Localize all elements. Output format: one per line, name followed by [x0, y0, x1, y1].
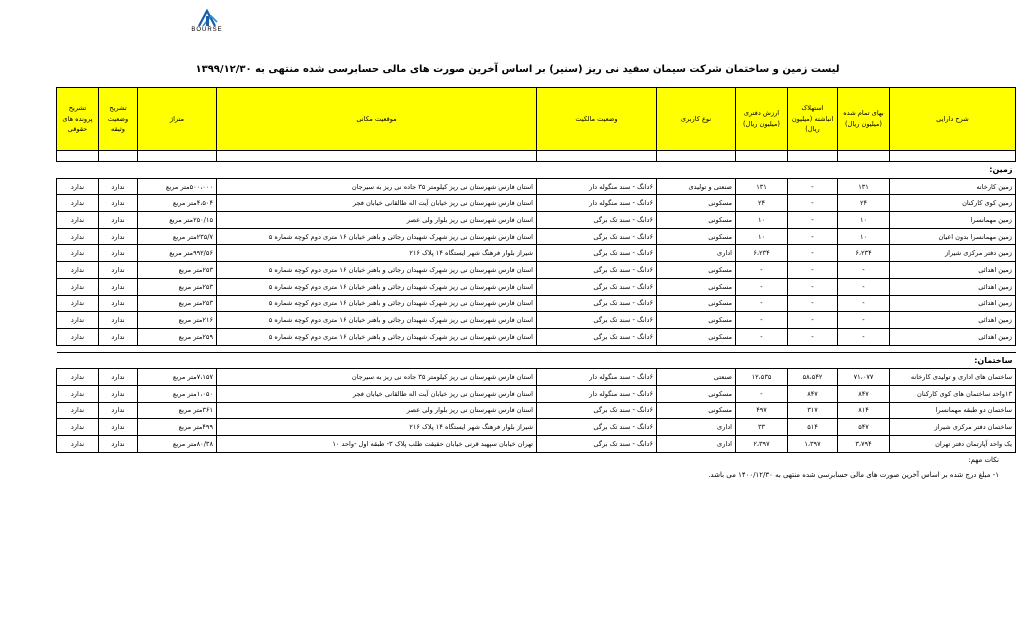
header-usage: نوع کاربری	[657, 88, 736, 151]
page-title: لیست زمین و ساختمان شرکت سیمان سفید نی ریز (سنیر) بر اساس آخرین صورت های مالی حسابرسی شده منتهی به ۱۳۹۹/۱۲/۳۰	[195, 64, 840, 75]
table-row	[57, 436, 1016, 453]
note-item: ۱- مبلغ درج شده بر اساس آخرین صورت های مالی حسابرسی شده منتهی به ۱۴۰۰/۱۲/۳۰ می باشد.	[708, 471, 999, 479]
cell-dep: -	[788, 178, 838, 195]
cell-loc: استان فارس شهرستان نی ریز شهرک شهیدان رجائی و باهنر خیابان ۱۶ متری دوم کوچه شماره ۵	[217, 228, 537, 245]
section-land	[57, 162, 1016, 179]
cell-book: ۱۰	[736, 212, 788, 229]
cell-dep: -	[788, 212, 838, 229]
cell-deed: ندارد	[99, 436, 138, 453]
cell-deed: ندارد	[99, 195, 138, 212]
cell-cost: ۳،۷۹۴	[838, 436, 890, 453]
table-row	[57, 262, 1016, 279]
cell-book: -	[736, 312, 788, 329]
cell-asset: زمین کارخانه	[890, 178, 1016, 195]
cell-own: ۶دانگ - سند تک برگی	[537, 295, 657, 312]
cell-dep: ۵۸،۵۴۲	[788, 369, 838, 386]
cell-usage: مسکونی	[657, 195, 736, 212]
cell-usage: اداری	[657, 436, 736, 453]
header-asset: شرح دارایی	[890, 88, 1016, 151]
cell-legal: ندارد	[57, 328, 99, 345]
cell-dep: -	[788, 245, 838, 262]
cell-dep: -	[788, 228, 838, 245]
cell-cost: ۷۱،۰۷۷	[838, 369, 890, 386]
cell-deed: ندارد	[99, 212, 138, 229]
cell-legal: ندارد	[57, 402, 99, 419]
cell-own: ۶دانگ - سند تک برگی	[537, 419, 657, 436]
asset-table	[56, 87, 1016, 453]
cell-asset: زمین اهدائی	[890, 262, 1016, 279]
cell-loc: استان فارس شهرستان نی ریز شهرک شهیدان رجائی و باهنر خیابان ۱۶ متری دوم کوچه شماره ۵	[217, 328, 537, 345]
cell-cost: ۵۴۷	[838, 419, 890, 436]
cell-area: ۲۵۳متر مربع	[138, 262, 217, 279]
cell-book: ۳۳	[736, 419, 788, 436]
cell-loc: استان فارس شهرستان نی ریز کیلومتر ۳۵ جاده نی ریز به سیرجان	[217, 369, 537, 386]
cell-cost: -	[838, 278, 890, 295]
header-book-value: ارزش دفتری (میلیون ریال)	[736, 88, 788, 151]
cell-own: ۶دانگ - سند منگوله دار	[537, 178, 657, 195]
cell-deed: ندارد	[99, 369, 138, 386]
cell-asset: زمین کوی کارکنان	[890, 195, 1016, 212]
cell-cost: ۸۱۴	[838, 402, 890, 419]
table-row	[57, 212, 1016, 229]
table-row	[57, 402, 1016, 419]
section-buildings	[57, 352, 1016, 369]
cell-asset: زمین اهدائی	[890, 278, 1016, 295]
cell-usage: صنعتی	[657, 369, 736, 386]
section-spacer	[57, 345, 1016, 352]
cell-area: ۸۰/۳۸متر مربع	[138, 436, 217, 453]
cell-dep: -	[788, 328, 838, 345]
cell-usage: مسکونی	[657, 312, 736, 329]
cell-dep: -	[788, 278, 838, 295]
cell-loc: شیراز بلوار فرهنگ شهر ایستگاه ۱۴ پلاک ۲۱۶	[217, 245, 537, 262]
cell-dep: ۳۱۷	[788, 402, 838, 419]
cell-usage: مسکونی	[657, 402, 736, 419]
header-area: متراژ	[138, 88, 217, 151]
cell-own: ۶دانگ - سند منگوله دار	[537, 385, 657, 402]
cell-asset: ساختمان دو طبقه مهمانسرا	[890, 402, 1016, 419]
cell-cost: ۱۳۱	[838, 178, 890, 195]
cell-area: ۲۵۰/۱۵متر مربع	[138, 212, 217, 229]
cell-asset: زمین مهمانسرا بدون اعیان	[890, 228, 1016, 245]
cell-book: -	[736, 295, 788, 312]
cell-book: ۱۰	[736, 228, 788, 245]
cell-usage: اداری	[657, 245, 736, 262]
cell-own: ۶دانگ - سند تک برگی	[537, 328, 657, 345]
cell-legal: ندارد	[57, 312, 99, 329]
cell-own: ۶دانگ - سند تک برگی	[537, 312, 657, 329]
cell-legal: ندارد	[57, 419, 99, 436]
cell-book: ۱۳۱	[736, 178, 788, 195]
cell-own: ۶دانگ - سند تک برگی	[537, 262, 657, 279]
cell-own: ۶دانگ - سند منگوله دار	[537, 369, 657, 386]
table-row	[57, 419, 1016, 436]
bourse-logo	[182, 8, 232, 40]
table-row	[57, 228, 1016, 245]
cell-area: ۲۱۶متر مربع	[138, 312, 217, 329]
cell-legal: ندارد	[57, 262, 99, 279]
cell-own: ۶دانگ - سند تک برگی	[537, 436, 657, 453]
cell-asset: زمین اهدائی	[890, 328, 1016, 345]
cell-dep: -	[788, 262, 838, 279]
table-row	[57, 245, 1016, 262]
cell-own: ۶دانگ - سند تک برگی	[537, 212, 657, 229]
table-row	[57, 295, 1016, 312]
cell-area: ۲۵۳متر مربع	[138, 295, 217, 312]
cell-area: ۲۵۹متر مربع	[138, 328, 217, 345]
cell-loc: استان فارس شهرستان نی ریز بلوار ولی عصر	[217, 402, 537, 419]
cell-cost: ۱۰	[838, 228, 890, 245]
cell-loc: استان فارس شهرستان نی ریز کیلومتر ۳۵ جاده نی ریز به سیرجان	[217, 178, 537, 195]
header-legal: تشریح پرونده های حقوقی	[57, 88, 99, 151]
cell-book: -	[736, 385, 788, 402]
cell-loc: تهران خیابان سپهبد قرنی خیابان حقیقت طلب پلاک ۳- طبقه اول -واحد ۱۰	[217, 436, 537, 453]
cell-legal: ندارد	[57, 228, 99, 245]
cell-dep: ۸۴۷	[788, 385, 838, 402]
cell-legal: ندارد	[57, 295, 99, 312]
cell-legal: ندارد	[57, 245, 99, 262]
table-row	[57, 328, 1016, 345]
cell-book: -	[736, 262, 788, 279]
cell-asset: ساختمان های اداری و تولیدی کارخانه	[890, 369, 1016, 386]
cell-asset: زمین اهدائی	[890, 312, 1016, 329]
table-row	[57, 312, 1016, 329]
cell-loc: استان فارس شهرستان نی ریز شهرک شهیدان رجائی و باهنر خیابان ۱۶ متری دوم کوچه شماره ۵	[217, 278, 537, 295]
cell-usage: مسکونی	[657, 212, 736, 229]
cell-book: ۴۹۷	[736, 402, 788, 419]
notes-heading: نکات مهم:	[968, 456, 999, 464]
cell-own: ۶دانگ - سند تک برگی	[537, 278, 657, 295]
cell-deed: ندارد	[99, 419, 138, 436]
cell-dep: ۵۱۴	[788, 419, 838, 436]
cell-area: ۴۹۹متر مربع	[138, 419, 217, 436]
table-row	[57, 278, 1016, 295]
cell-deed: ندارد	[99, 178, 138, 195]
cell-deed: ندارد	[99, 402, 138, 419]
header-cost: بهای تمام شده (میلیون ریال)	[838, 88, 890, 151]
cell-book: ۶،۲۳۴	[736, 245, 788, 262]
table-row	[57, 195, 1016, 212]
cell-own: ۶دانگ - سند منگوله دار	[537, 195, 657, 212]
empty-row	[57, 151, 1016, 162]
cell-area: ۱،۰۵۰متر مربع	[138, 385, 217, 402]
cell-asset: زمین دفتر مرکزی شیراز	[890, 245, 1016, 262]
notes	[708, 456, 999, 486]
cell-area: ۹۹۲/۵۶متر مربع	[138, 245, 217, 262]
section-land-label: زمین:	[57, 162, 1016, 179]
cell-cost: -	[838, 328, 890, 345]
cell-deed: ندارد	[99, 328, 138, 345]
cell-area: ۴،۵۰۴متر مربع	[138, 195, 217, 212]
cell-asset: یک واحد آپارتمان دفتر تهران	[890, 436, 1016, 453]
cell-usage: مسکونی	[657, 262, 736, 279]
cell-book: ۱۲،۵۳۵	[736, 369, 788, 386]
cell-legal: ندارد	[57, 278, 99, 295]
header-depreciation: استهلاک انباشته (میلیون ریال)	[788, 88, 838, 151]
cell-asset: زمین اهدائی	[890, 295, 1016, 312]
cell-own: ۶دانگ - سند تک برگی	[537, 245, 657, 262]
cell-deed: ندارد	[99, 245, 138, 262]
cell-loc: استان فارس شهرستان نی ریز بلوار ولی عصر	[217, 212, 537, 229]
cell-asset: زمین مهمانسرا	[890, 212, 1016, 229]
cell-loc: استان فارس شهرستان نی ریز خیابان آیت اله طالقانی خیابان فجر	[217, 195, 537, 212]
cell-cost: ۱۰	[838, 212, 890, 229]
cell-usage: مسکونی	[657, 328, 736, 345]
cell-usage: صنعتی و تولیدی	[657, 178, 736, 195]
cell-legal: ندارد	[57, 369, 99, 386]
cell-usage: مسکونی	[657, 385, 736, 402]
cell-dep: ۱،۳۹۷	[788, 436, 838, 453]
table-row	[57, 385, 1016, 402]
cell-area: ۲۳۵/۷متر مربع	[138, 228, 217, 245]
cell-legal: ندارد	[57, 195, 99, 212]
cell-deed: ندارد	[99, 262, 138, 279]
cell-deed: ندارد	[99, 385, 138, 402]
cell-usage: مسکونی	[657, 228, 736, 245]
cell-book: ۲۴	[736, 195, 788, 212]
cell-cost: ۲۴	[838, 195, 890, 212]
cell-dep: -	[788, 312, 838, 329]
cell-book: ۲،۳۹۷	[736, 436, 788, 453]
cell-cost: -	[838, 295, 890, 312]
cell-own: ۶دانگ - سند تک برگی	[537, 228, 657, 245]
section-buildings-label: ساختمان:	[57, 352, 1016, 369]
cell-loc: شیراز بلوار فرهنگ شهر ایستگاه ۱۴ پلاک ۲۱۶	[217, 419, 537, 436]
table-row	[57, 369, 1016, 386]
header-location: موقعیت مکانی	[217, 88, 537, 151]
cell-asset: ساختمان دفتر مرکزی شیراز	[890, 419, 1016, 436]
cell-own: ۶دانگ - سند تک برگی	[537, 402, 657, 419]
cell-dep: -	[788, 195, 838, 212]
cell-asset: ۱۳واحد ساختمان های کوی کارکنان	[890, 385, 1016, 402]
cell-area: ۵۰۰،۰۰۰متر مربع	[138, 178, 217, 195]
cell-deed: ندارد	[99, 312, 138, 329]
cell-area: ۷،۱۵۷متر مربع	[138, 369, 217, 386]
logo-wordmark: BOURSE	[191, 27, 223, 33]
cell-usage: مسکونی	[657, 278, 736, 295]
table-row	[57, 178, 1016, 195]
header-deed: تشریح وضعیت وثیقه	[99, 88, 138, 151]
cell-cost: ۸۴۷	[838, 385, 890, 402]
cell-cost: -	[838, 312, 890, 329]
cell-loc: استان فارس شهرستان نی ریز خیابان آیت اله طالقانی خیابان فجر	[217, 385, 537, 402]
cell-legal: ندارد	[57, 385, 99, 402]
cell-legal: ندارد	[57, 436, 99, 453]
cell-legal: ندارد	[57, 178, 99, 195]
cell-area: ۲۵۳متر مربع	[138, 278, 217, 295]
cell-deed: ندارد	[99, 228, 138, 245]
cell-deed: ندارد	[99, 295, 138, 312]
cell-book: -	[736, 328, 788, 345]
header-ownership: وضعیت مالکیت	[537, 88, 657, 151]
cell-cost: ۶،۲۳۴	[838, 245, 890, 262]
cell-loc: استان فارس شهرستان نی ریز شهرک شهیدان رجائی و باهنر خیابان ۱۶ متری دوم کوچه شماره ۵	[217, 262, 537, 279]
cell-loc: استان فارس شهرستان نی ریز شهرک شهیدان رجائی و باهنر خیابان ۱۶ متری دوم کوچه شماره ۵	[217, 295, 537, 312]
cell-usage: مسکونی	[657, 295, 736, 312]
header-row	[57, 88, 1016, 151]
cell-usage: اداری	[657, 419, 736, 436]
cell-book: -	[736, 278, 788, 295]
cell-cost: -	[838, 262, 890, 279]
cell-area: ۳۶۱متر مربع	[138, 402, 217, 419]
cell-deed: ندارد	[99, 278, 138, 295]
cell-legal: ندارد	[57, 212, 99, 229]
cell-dep: -	[788, 295, 838, 312]
cell-loc: استان فارس شهرستان نی ریز شهرک شهیدان رجائی و باهنر خیابان ۱۶ متری دوم کوچه شماره ۵	[217, 312, 537, 329]
